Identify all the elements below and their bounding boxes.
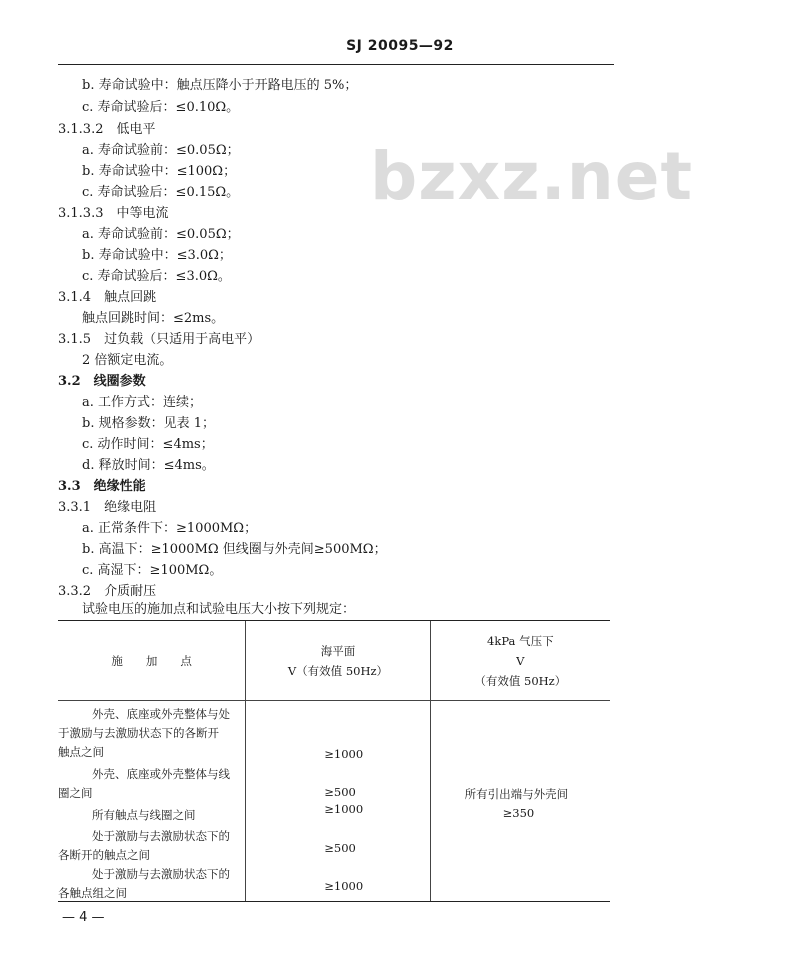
text-line: a. 寿命试验前：≤0.05Ω；: [82, 227, 240, 242]
column-header-4kpa: [430, 621, 610, 701]
text-line: a. 工作方式：连续；: [82, 395, 203, 410]
text-line: b. 寿命试验中：触点压降小于开路电压的 5%；: [82, 78, 358, 93]
table-cell-value: ≥500: [324, 785, 356, 799]
text-line: b. 寿命试验中：≤3.0Ω；: [82, 248, 232, 263]
text-line: b. 高温下：≥1000MΩ 但线圈与外壳间≥500MΩ；: [82, 542, 387, 557]
text-line: c. 寿命试验后：≤3.0Ω。: [82, 269, 231, 284]
table-cell-text: 外壳、底座或外壳整体与线: [92, 767, 230, 781]
4kpa-values-cell: [430, 701, 610, 902]
text-line: c. 寿命试验后：≤0.10Ω。: [82, 100, 240, 115]
column-header-line: （有效值 50Hz）: [474, 673, 567, 688]
table-cell-value: ≥1000: [324, 879, 364, 893]
text-line: c. 动作时间：≤4ms；: [82, 437, 214, 452]
table-cell-text: 处于激励与去激励状态下的: [92, 829, 230, 843]
text-line: b. 寿命试验中：≤100Ω；: [82, 164, 237, 179]
table-body-row: [58, 701, 610, 902]
section-heading: 3.3.1 绝缘电阻: [58, 500, 157, 515]
table-cell-text: 所有触点与线圈之间: [92, 808, 196, 822]
table-cell-text: 各触点组之间: [58, 886, 127, 900]
text-line: c. 寿命试验后：≤0.15Ω。: [82, 185, 240, 200]
section-heading: 3.1.4 触点回跳: [58, 290, 157, 305]
table-cell-value: ≥1000: [324, 747, 364, 761]
column-header-line: V（有效值 50Hz）: [287, 663, 389, 678]
text-line: 触点回跳时间：≤2ms。: [82, 311, 225, 326]
table-cell-text: 于激励与去激励状态下的各断开: [58, 726, 219, 740]
column-header-line: V: [516, 653, 525, 668]
table-header-row: [58, 621, 610, 701]
text-line: a. 正常条件下：≥1000MΩ；: [82, 521, 258, 536]
table-cell-text: 各断开的触点之间: [58, 848, 150, 862]
standard-code-header: SJ 20095—92: [346, 38, 454, 54]
table-cell-value: ≥1000: [324, 802, 364, 816]
section-heading: 3.3.2 介质耐压: [58, 584, 157, 599]
column-header-application-point: 施 加 点: [58, 621, 246, 701]
table-cell-value: ≥350: [502, 806, 535, 820]
test-voltage-table: [58, 620, 610, 902]
text-line: b. 规格参数：见表 1；: [82, 416, 215, 431]
text-line: a. 寿命试验前：≤0.05Ω；: [82, 143, 240, 158]
text-line: 试验电压的施加点和试验电压大小按下列规定：: [82, 602, 356, 617]
table-cell-value: ≥500: [324, 841, 356, 855]
application-points-cell: [58, 701, 246, 902]
column-header-line: 海平面: [320, 643, 356, 658]
table-cell-text: 圈之间: [58, 786, 93, 800]
section-heading: 3.2 线圈参数: [58, 374, 146, 389]
section-heading: 3.3 绝缘性能: [58, 479, 146, 494]
section-heading: 3.1.5 过负载（只适用于高电平）: [58, 332, 261, 347]
table-cell-text: 处于激励与去激励状态下的: [92, 867, 230, 881]
section-heading: 3.1.3.2 低电平: [58, 122, 156, 137]
watermark: bzxz.net: [370, 138, 694, 215]
table-cell-value: 所有引出端与外壳间: [464, 787, 569, 801]
text-line: d. 释放时间：≤4ms。: [82, 458, 215, 473]
table-cell-text: 外壳、底座或外壳整体与处: [92, 707, 230, 721]
section-heading: 3.1.3.3 中等电流: [58, 206, 169, 221]
text-line: 2 倍额定电流。: [82, 353, 173, 368]
table-cell-text: 触点之间: [58, 745, 104, 759]
sea-level-values-cell: [246, 701, 430, 902]
page-number: — 4 —: [62, 910, 105, 925]
column-header-line: 4kPa 气压下: [487, 633, 554, 648]
header-rule: [58, 64, 614, 65]
column-header-sea-level: [246, 621, 430, 701]
text-line: c. 高湿下：≥100MΩ。: [82, 563, 223, 578]
